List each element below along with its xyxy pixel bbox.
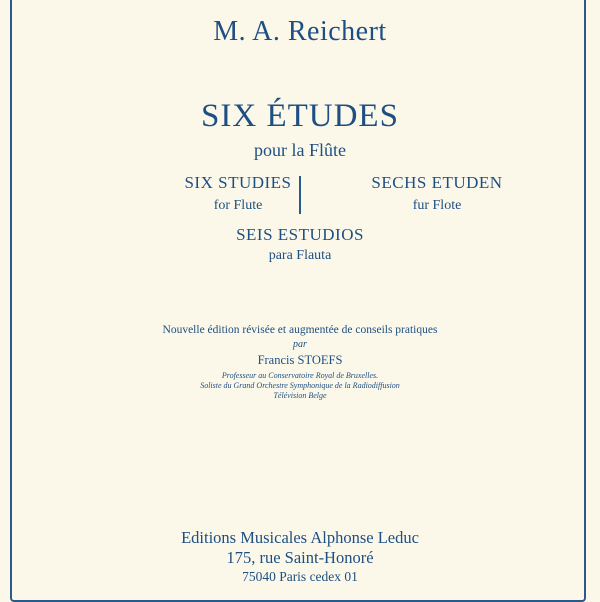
edition-note: Nouvelle édition révisée et augmentée de conseils pratiques xyxy=(162,324,438,336)
reviser-credential: Professeur au Conservatoire Royal de Bruxelles. xyxy=(221,371,379,380)
english-subtitle: for Flute xyxy=(213,198,263,213)
publisher-name: Editions Musicales Alphonse Leduc xyxy=(181,528,419,547)
reviser-name: Francis STOEFS xyxy=(257,353,343,367)
reviser-credential: Soliste du Grand Orchestre Symphonique de la Radiodiffusion xyxy=(200,381,400,390)
reviser-credential: Télévision Belge xyxy=(273,391,327,400)
subtitle-french: pour la Flûte xyxy=(254,140,346,160)
english-title: SIX STUDIES xyxy=(184,173,292,192)
german-title-block xyxy=(327,173,547,216)
publisher-city: 75040 Paris cedex 01 xyxy=(242,569,358,584)
spanish-title: SEIS ESTUDIOS xyxy=(236,225,364,244)
publisher-address: 175, rue Saint-Honoré xyxy=(226,548,374,567)
cover-border xyxy=(10,0,586,602)
german-title: SECHS ETUDEN xyxy=(371,173,503,192)
spanish-subtitle: para Flauta xyxy=(268,248,332,263)
main-title: SIX ÉTUDES xyxy=(201,98,399,134)
composer-name: M. A. Reichert xyxy=(213,16,387,47)
par-label: par xyxy=(293,339,307,350)
title-divider xyxy=(299,176,301,214)
german-subtitle: fur Flote xyxy=(412,198,462,213)
english-title-block xyxy=(128,173,348,216)
